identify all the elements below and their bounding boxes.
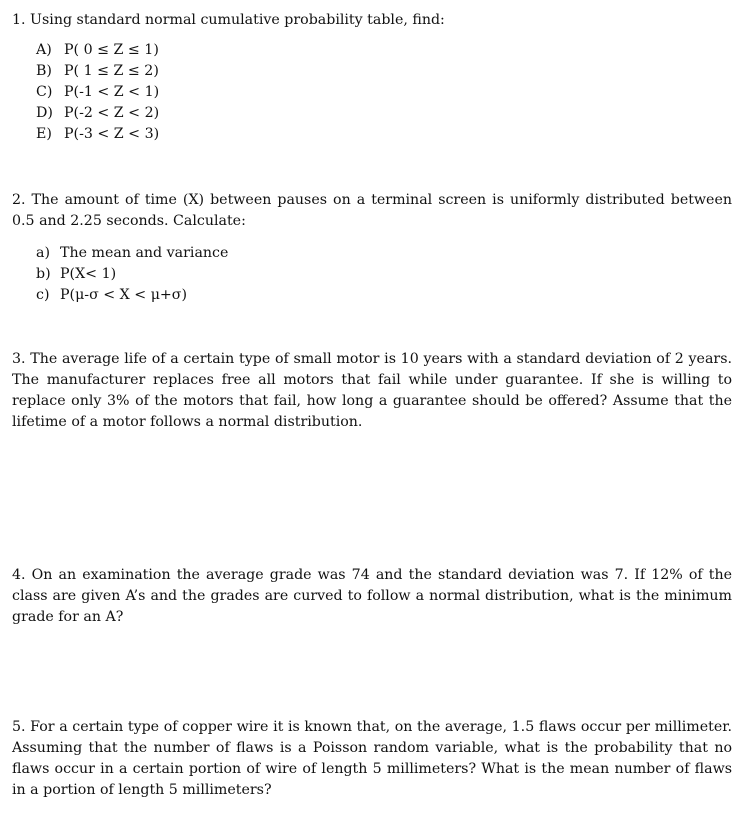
part-label: C): [36, 84, 53, 100]
question-1-text: 1. Using standard normal cumulative probability table, find:: [12, 12, 445, 28]
question-4-text: 4. On an examination the average grade was 74 and the standard deviation was 7. If 12% of the class are given A’s and the grades are curved to follow a normal distribution, what is the minimum grade for an A?: [12, 567, 732, 625]
list-item: [36, 243, 732, 264]
question-2-text: 2. The amount of time (X) between pauses on a terminal screen is uniformly distributed between 0.5 and 2.25 seconds. Calculate:: [12, 192, 732, 229]
question-2: [12, 190, 732, 306]
list-item: [36, 61, 732, 82]
part-label: c): [36, 287, 50, 303]
list-item: [36, 40, 732, 61]
question-1-parts: [36, 40, 732, 145]
part-label: b): [36, 266, 51, 282]
part-text: P(-3 < Z < 3): [64, 126, 160, 142]
list-item: [36, 124, 732, 145]
part-text: P(-2 < Z < 2): [64, 105, 160, 121]
part-label: E): [36, 126, 52, 142]
list-item: [36, 103, 732, 124]
question-5: [12, 717, 732, 801]
part-text: P( 1 ≤ Z ≤ 2): [64, 63, 159, 79]
question-3: [12, 349, 732, 433]
part-label: A): [36, 42, 52, 58]
part-label: B): [36, 63, 52, 79]
part-text: P( 0 ≤ Z ≤ 1): [64, 42, 159, 58]
part-label: a): [36, 245, 50, 261]
part-label: D): [36, 105, 53, 121]
list-item: [36, 82, 732, 103]
list-item: [36, 264, 732, 285]
part-text: P(-1 < Z < 1): [64, 84, 160, 100]
part-text: P(μ-σ < X < μ+σ): [60, 287, 188, 303]
question-3-text: 3. The average life of a certain type of small motor is 10 years with a standard deviation of 2 years. The manufacturer replaces free all motors that fail while under guarantee. If she is willing to replace only 3% of the motors that fail, how long a guarantee should be offered? Assume that the lifetime of a motor follows a normal distribution.: [12, 351, 732, 430]
list-item: [36, 285, 732, 306]
question-4: [12, 565, 732, 628]
part-text: P(X< 1): [60, 266, 117, 282]
question-1: [12, 10, 732, 145]
question-2-parts: [36, 243, 732, 306]
part-text: The mean and variance: [60, 245, 229, 261]
question-5-text: 5. For a certain type of copper wire it is known that, on the average, 1.5 flaws occur per millimeter. Assuming that the number of flaws is a Poisson random variable, what is the probability that no flaws occur in a certain portion of wire of length 5 millimeters? What is the mean number of flaws in a portion of length 5 millimeters?: [12, 719, 732, 798]
